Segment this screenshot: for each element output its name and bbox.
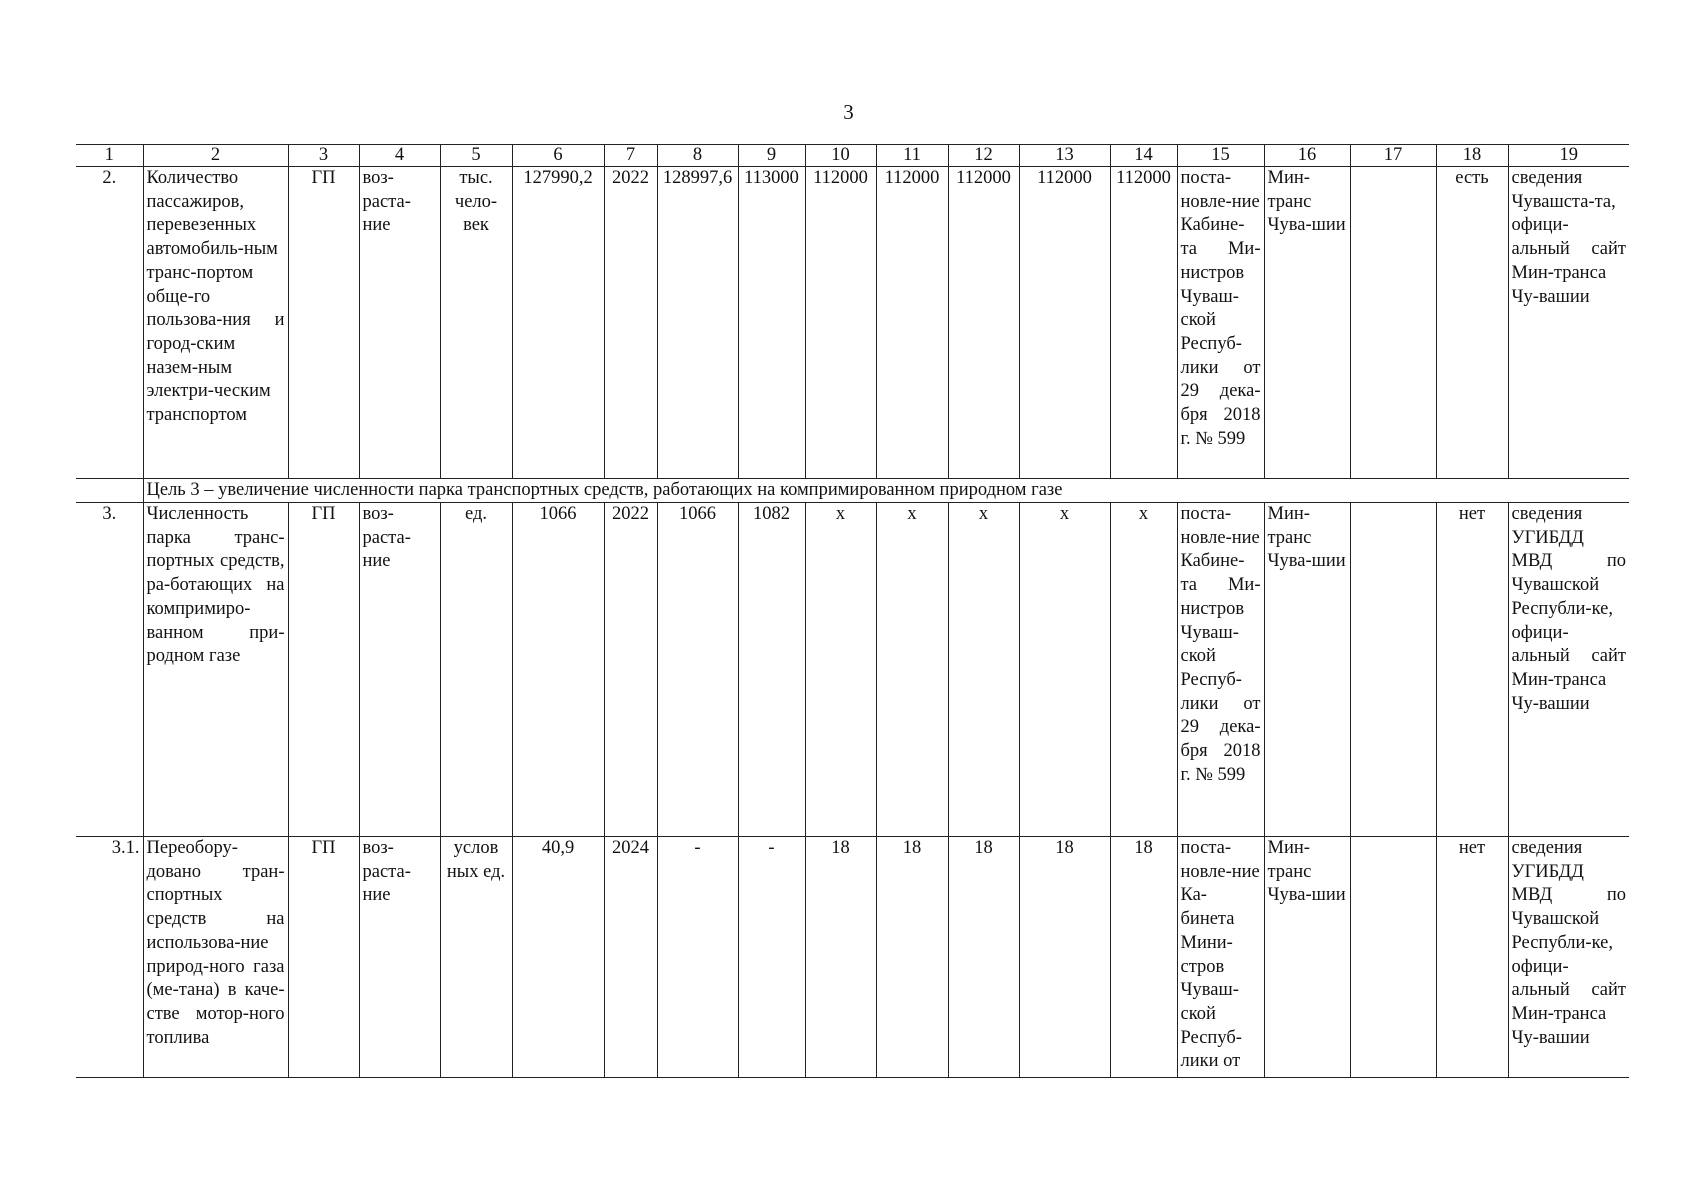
- base-value: 40,9: [512, 837, 604, 1078]
- indicator-name: Количество пассажиров, перевезенных автомобиль-ным транс-портом обще-го пользова-ния и город-ским назем-ным электри-ческим транспортом: [143, 167, 288, 479]
- indicator-trend: воз-раста-ние: [359, 167, 440, 479]
- flag-value: есть: [1436, 167, 1508, 479]
- column-header: 9: [738, 145, 805, 167]
- base-value: 1066: [512, 503, 604, 837]
- unit-of-measure: тыс. чело-век: [440, 167, 512, 479]
- goal-row: [76, 479, 1629, 503]
- row-number: 2.: [76, 167, 143, 479]
- unit-of-measure: услов ных ед.: [440, 837, 512, 1078]
- column-header: 12: [948, 145, 1019, 167]
- indicators-table: [76, 144, 1629, 1078]
- column-header: 13: [1019, 145, 1110, 167]
- indicator-trend: воз-раста-ние: [359, 837, 440, 1078]
- value-col-10: х: [805, 503, 876, 837]
- column-header: 10: [805, 145, 876, 167]
- row-number: 3.1.: [76, 837, 143, 1078]
- column-header: 15: [1177, 145, 1264, 167]
- value-col-8: 128997,6: [657, 167, 738, 479]
- value-col-13: 18: [1019, 837, 1110, 1078]
- column-header: 4: [359, 145, 440, 167]
- related-column: [1350, 503, 1436, 837]
- value-col-11: 18: [876, 837, 948, 1078]
- value-col-13: 112000: [1019, 167, 1110, 479]
- column-header: 8: [657, 145, 738, 167]
- column-header: 11: [876, 145, 948, 167]
- column-header: 3: [288, 145, 359, 167]
- unit-of-measure: ед.: [440, 503, 512, 837]
- regulatory-document: поста-новле-ние Ка-бинета Мини-стров Чуваш-ской Респуб-лики от: [1177, 837, 1264, 1078]
- indicator-level: ГП: [288, 503, 359, 837]
- indicator-trend: воз-раста-ние: [359, 503, 440, 837]
- indicator-level: ГП: [288, 837, 359, 1078]
- value-col-8: -: [657, 837, 738, 1078]
- value-col-10: 18: [805, 837, 876, 1078]
- column-header: 18: [1436, 145, 1508, 167]
- column-header: 17: [1350, 145, 1436, 167]
- value-col-12: х: [948, 503, 1019, 837]
- value-col-9: 1082: [738, 503, 805, 837]
- data-source: сведения УГИБДД МВД по Чувашской Республи-ке, офици-альный сайт Мин-транса Чу-вашии: [1508, 503, 1629, 837]
- value-col-14: 112000: [1110, 167, 1177, 479]
- value-col-14: 18: [1110, 837, 1177, 1078]
- value-col-9: -: [738, 837, 805, 1078]
- goal-row-number: [76, 479, 143, 503]
- base-year: 2024: [604, 837, 657, 1078]
- value-col-8: 1066: [657, 503, 738, 837]
- column-header: 7: [604, 145, 657, 167]
- regulatory-document: поста-новле-ние Кабине-та Ми-нистров Чуваш-ской Респуб-лики от 29 дека-бря 2018 г. № 599: [1177, 167, 1264, 479]
- base-year: 2022: [604, 167, 657, 479]
- responsible-body: Мин-транс Чува-шии: [1264, 167, 1350, 479]
- flag-value: нет: [1436, 837, 1508, 1078]
- indicator-level: ГП: [288, 167, 359, 479]
- column-header: 14: [1110, 145, 1177, 167]
- table-row: [76, 167, 1629, 479]
- table-row: [76, 503, 1629, 837]
- value-col-12: 18: [948, 837, 1019, 1078]
- row-number: 3.: [76, 503, 143, 837]
- column-header: 6: [512, 145, 604, 167]
- related-column: [1350, 837, 1436, 1078]
- value-col-12: 112000: [948, 167, 1019, 479]
- flag-value: нет: [1436, 503, 1508, 837]
- table-row: [76, 837, 1629, 1078]
- value-col-10: 112000: [805, 167, 876, 479]
- value-col-13: х: [1019, 503, 1110, 837]
- value-col-11: 112000: [876, 167, 948, 479]
- base-year: 2022: [604, 503, 657, 837]
- related-column: [1350, 167, 1436, 479]
- data-source: сведения УГИБДД МВД по Чувашской Республи-ке, офици-альный сайт Мин-транса Чу-вашии: [1508, 837, 1629, 1078]
- column-header: 5: [440, 145, 512, 167]
- data-source: сведения Чувашста-та, офици-альный сайт Мин-транса Чу-вашии: [1508, 167, 1629, 479]
- goal-text: Цель 3 – увеличение численности парка транспортных средств, работающих на компримированном природном газе: [143, 479, 1629, 503]
- column-header: 2: [143, 145, 288, 167]
- responsible-body: Мин-транс Чува-шии: [1264, 837, 1350, 1078]
- regulatory-document: поста-новле-ние Кабине-та Ми-нистров Чуваш-ской Респуб-лики от 29 дека-бря 2018 г. № 599: [1177, 503, 1264, 837]
- column-header: 19: [1508, 145, 1629, 167]
- indicator-name: Численность парка транс-портных средств, ра-ботающих на компримиро-ванном при-родном газе: [143, 503, 288, 837]
- column-header: 16: [1264, 145, 1350, 167]
- value-col-9: 113000: [738, 167, 805, 479]
- value-col-11: х: [876, 503, 948, 837]
- value-col-14: х: [1110, 503, 1177, 837]
- page-number: 3: [843, 100, 854, 124]
- column-header: 1: [76, 145, 143, 167]
- base-value: 127990,2: [512, 167, 604, 479]
- indicator-name: Переобору-довано тран-спортных средств на использова-ние природ-ного газа (ме-тана) в каче-стве мотор-ного топлива: [143, 837, 288, 1078]
- responsible-body: Мин-транс Чува-шии: [1264, 503, 1350, 837]
- column-number-row: [76, 145, 1629, 167]
